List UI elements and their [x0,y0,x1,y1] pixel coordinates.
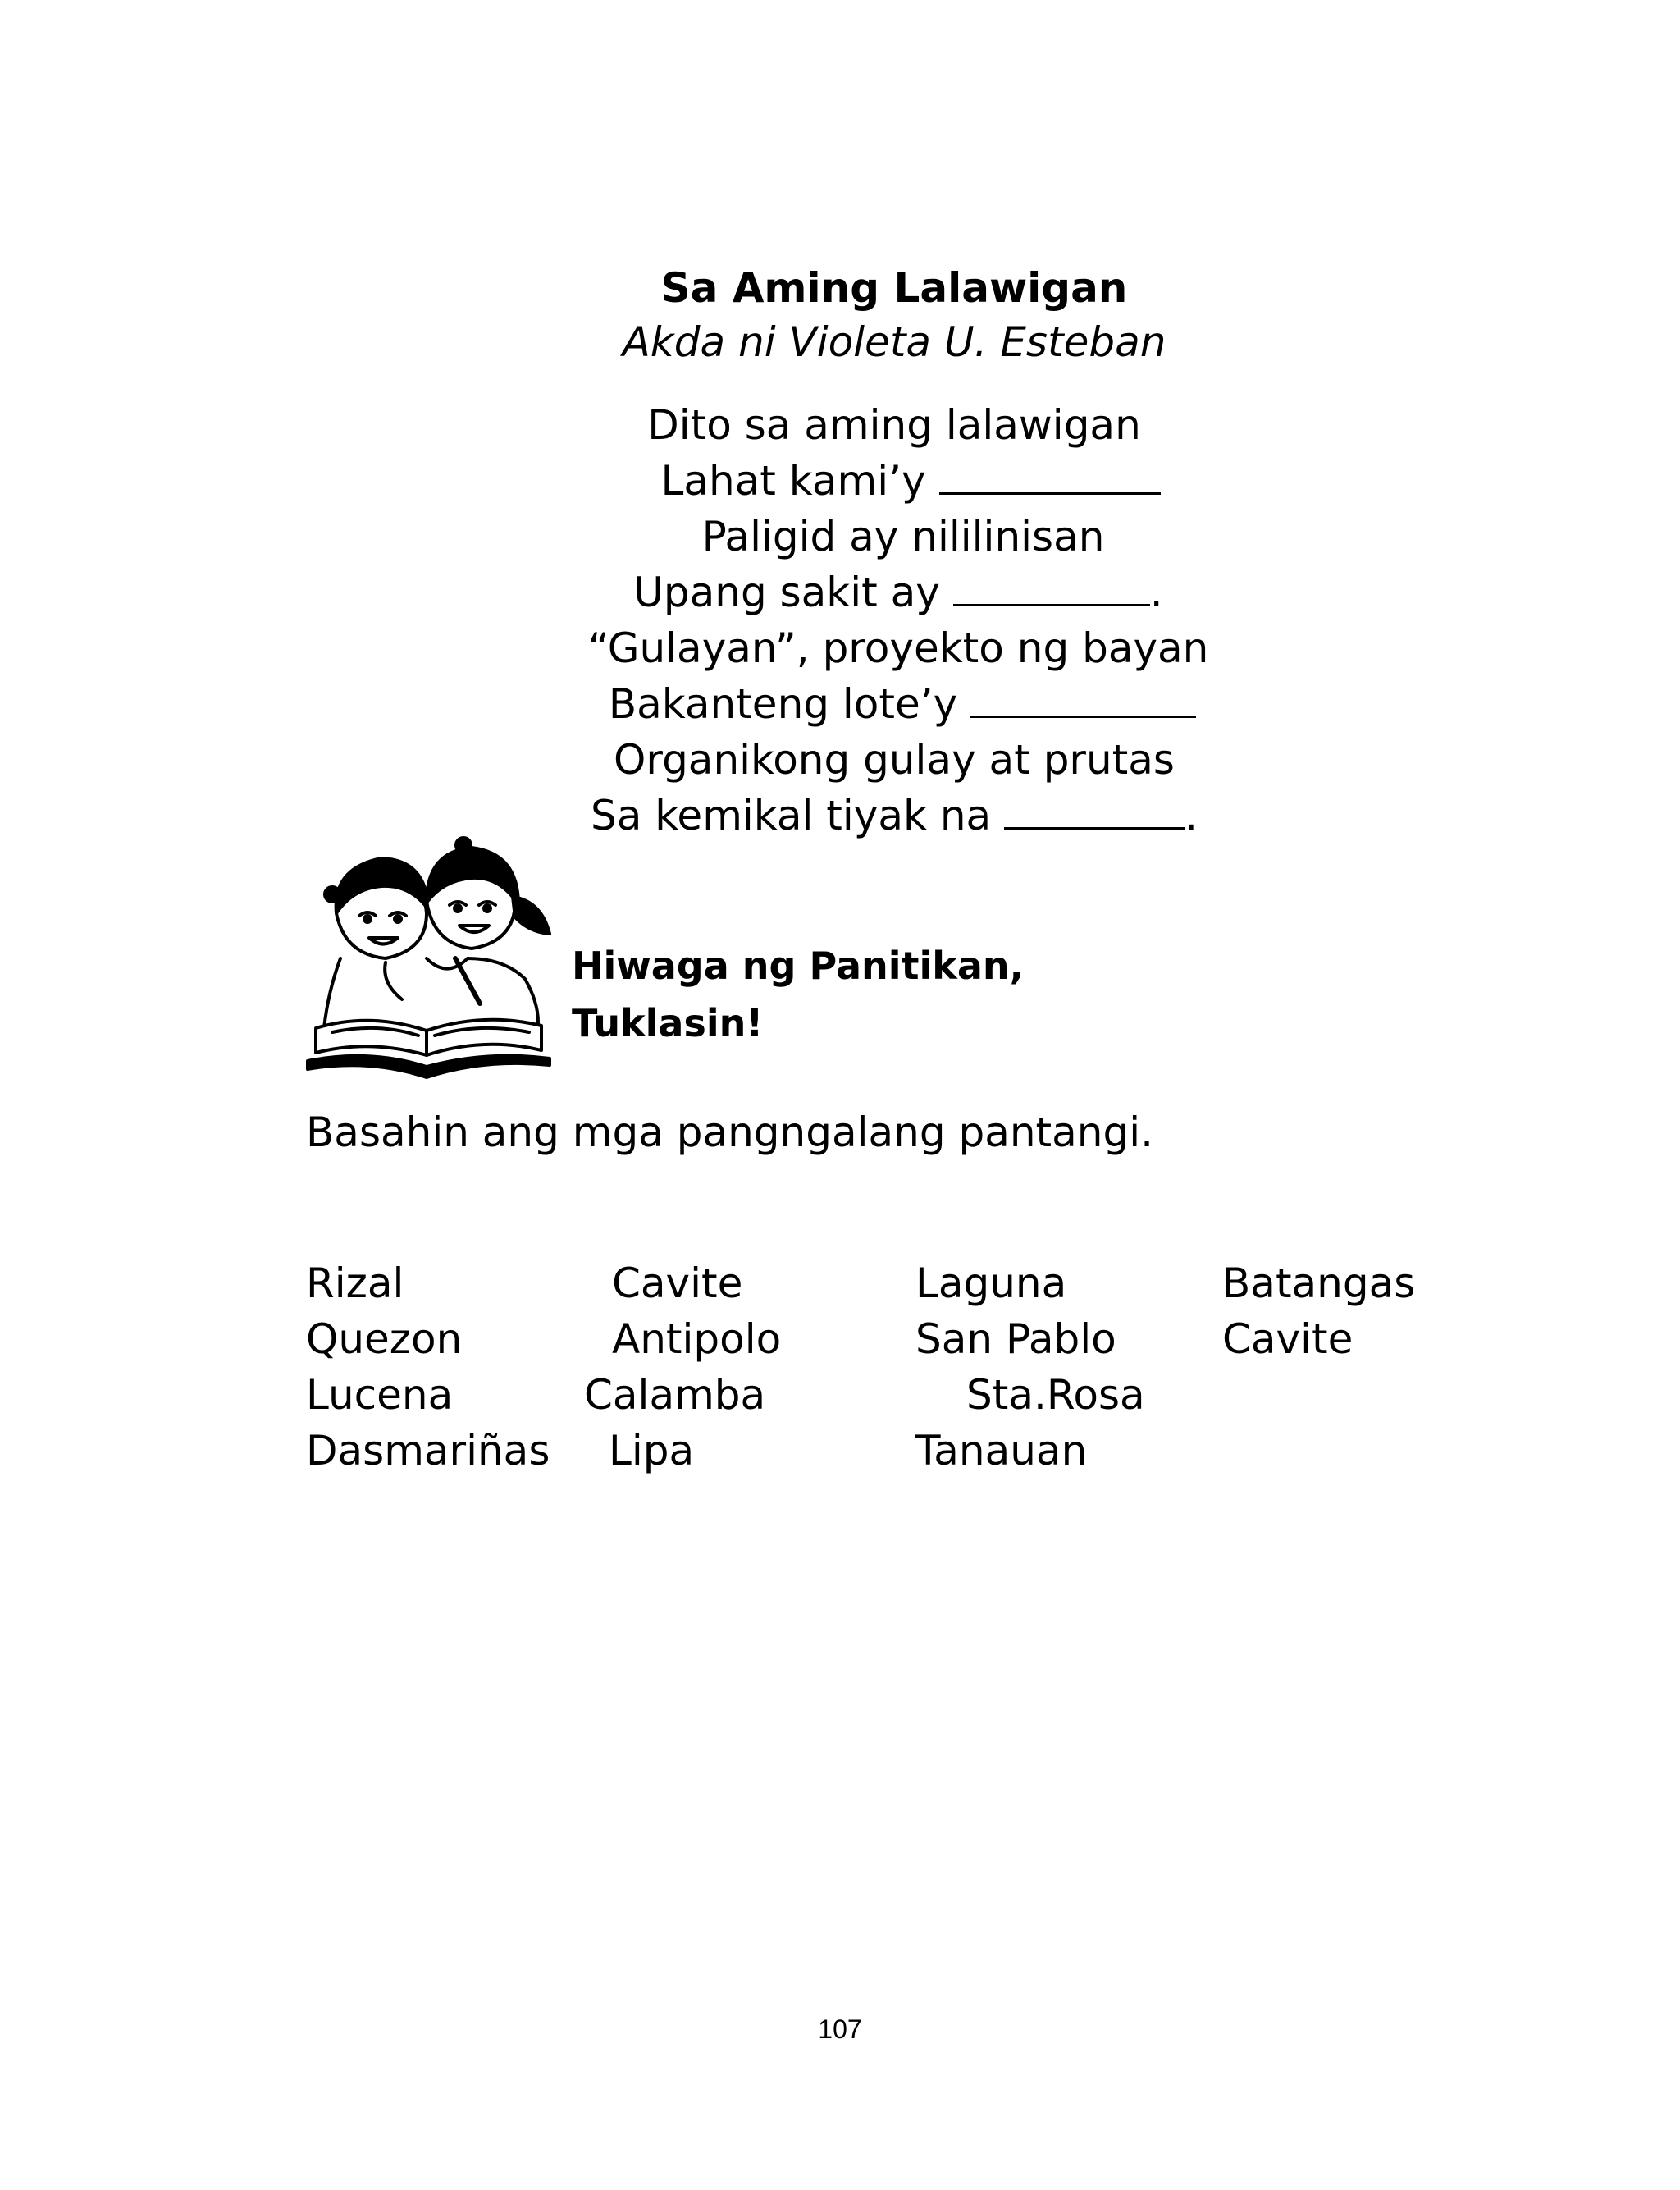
proper-noun: Batangas [1222,1260,1416,1307]
section-heading-line: Hiwaga ng Panitikan, [572,944,1025,988]
poem-line: “Gulayan”, proyekto ng bayan [587,624,1209,672]
proper-noun: Rizal [306,1260,404,1307]
poem-line: Dito sa aming lalawigan [647,401,1141,449]
section-heading-line: Tuklasin! [572,1001,764,1045]
fill-in-blank [953,571,1150,606]
poem [492,261,1296,844]
proper-noun: Calamba [584,1371,766,1419]
poem-line: Organikong gulay at prutas [614,736,1175,784]
proper-noun: Dasmariñas [306,1427,550,1474]
poem-author: Akda ni Violeta U. Esteban [622,318,1166,366]
proper-noun: Cavite [1222,1315,1354,1363]
proper-noun: Cavite [612,1260,743,1307]
fill-in-blank [1004,794,1185,830]
fill-in-blank [970,683,1196,718]
poem-line: Paligid ay nililinisan [701,513,1105,560]
proper-noun: Lucena [306,1371,454,1419]
children-reading-illustration [304,835,558,1081]
proper-noun: San Pablo [915,1315,1116,1363]
proper-noun: Laguna [915,1260,1067,1307]
poem-line: Lahat kami’y [492,453,1296,509]
poem-title: Sa Aming Lalawigan [660,264,1128,312]
poem-stanza [492,397,1296,844]
proper-noun: Tanauan [915,1427,1088,1474]
proper-noun: Antipolo [612,1315,782,1363]
page-number: 107 [818,2014,862,2044]
section-heading [572,937,1024,1052]
proper-noun: Sta.Rosa [966,1371,1145,1419]
instruction: Basahin ang mga pangngalang pantangi. [306,1109,1153,1156]
poem-line: Bakanteng lote’y [492,676,1296,732]
proper-noun: Lipa [609,1427,695,1474]
proper-noun: Quezon [306,1315,463,1363]
poem-line: Sa kemikal tiyak na . [590,792,1198,839]
poem-line: Upang sakit ay . [633,569,1163,616]
fill-in-blank [939,459,1161,495]
